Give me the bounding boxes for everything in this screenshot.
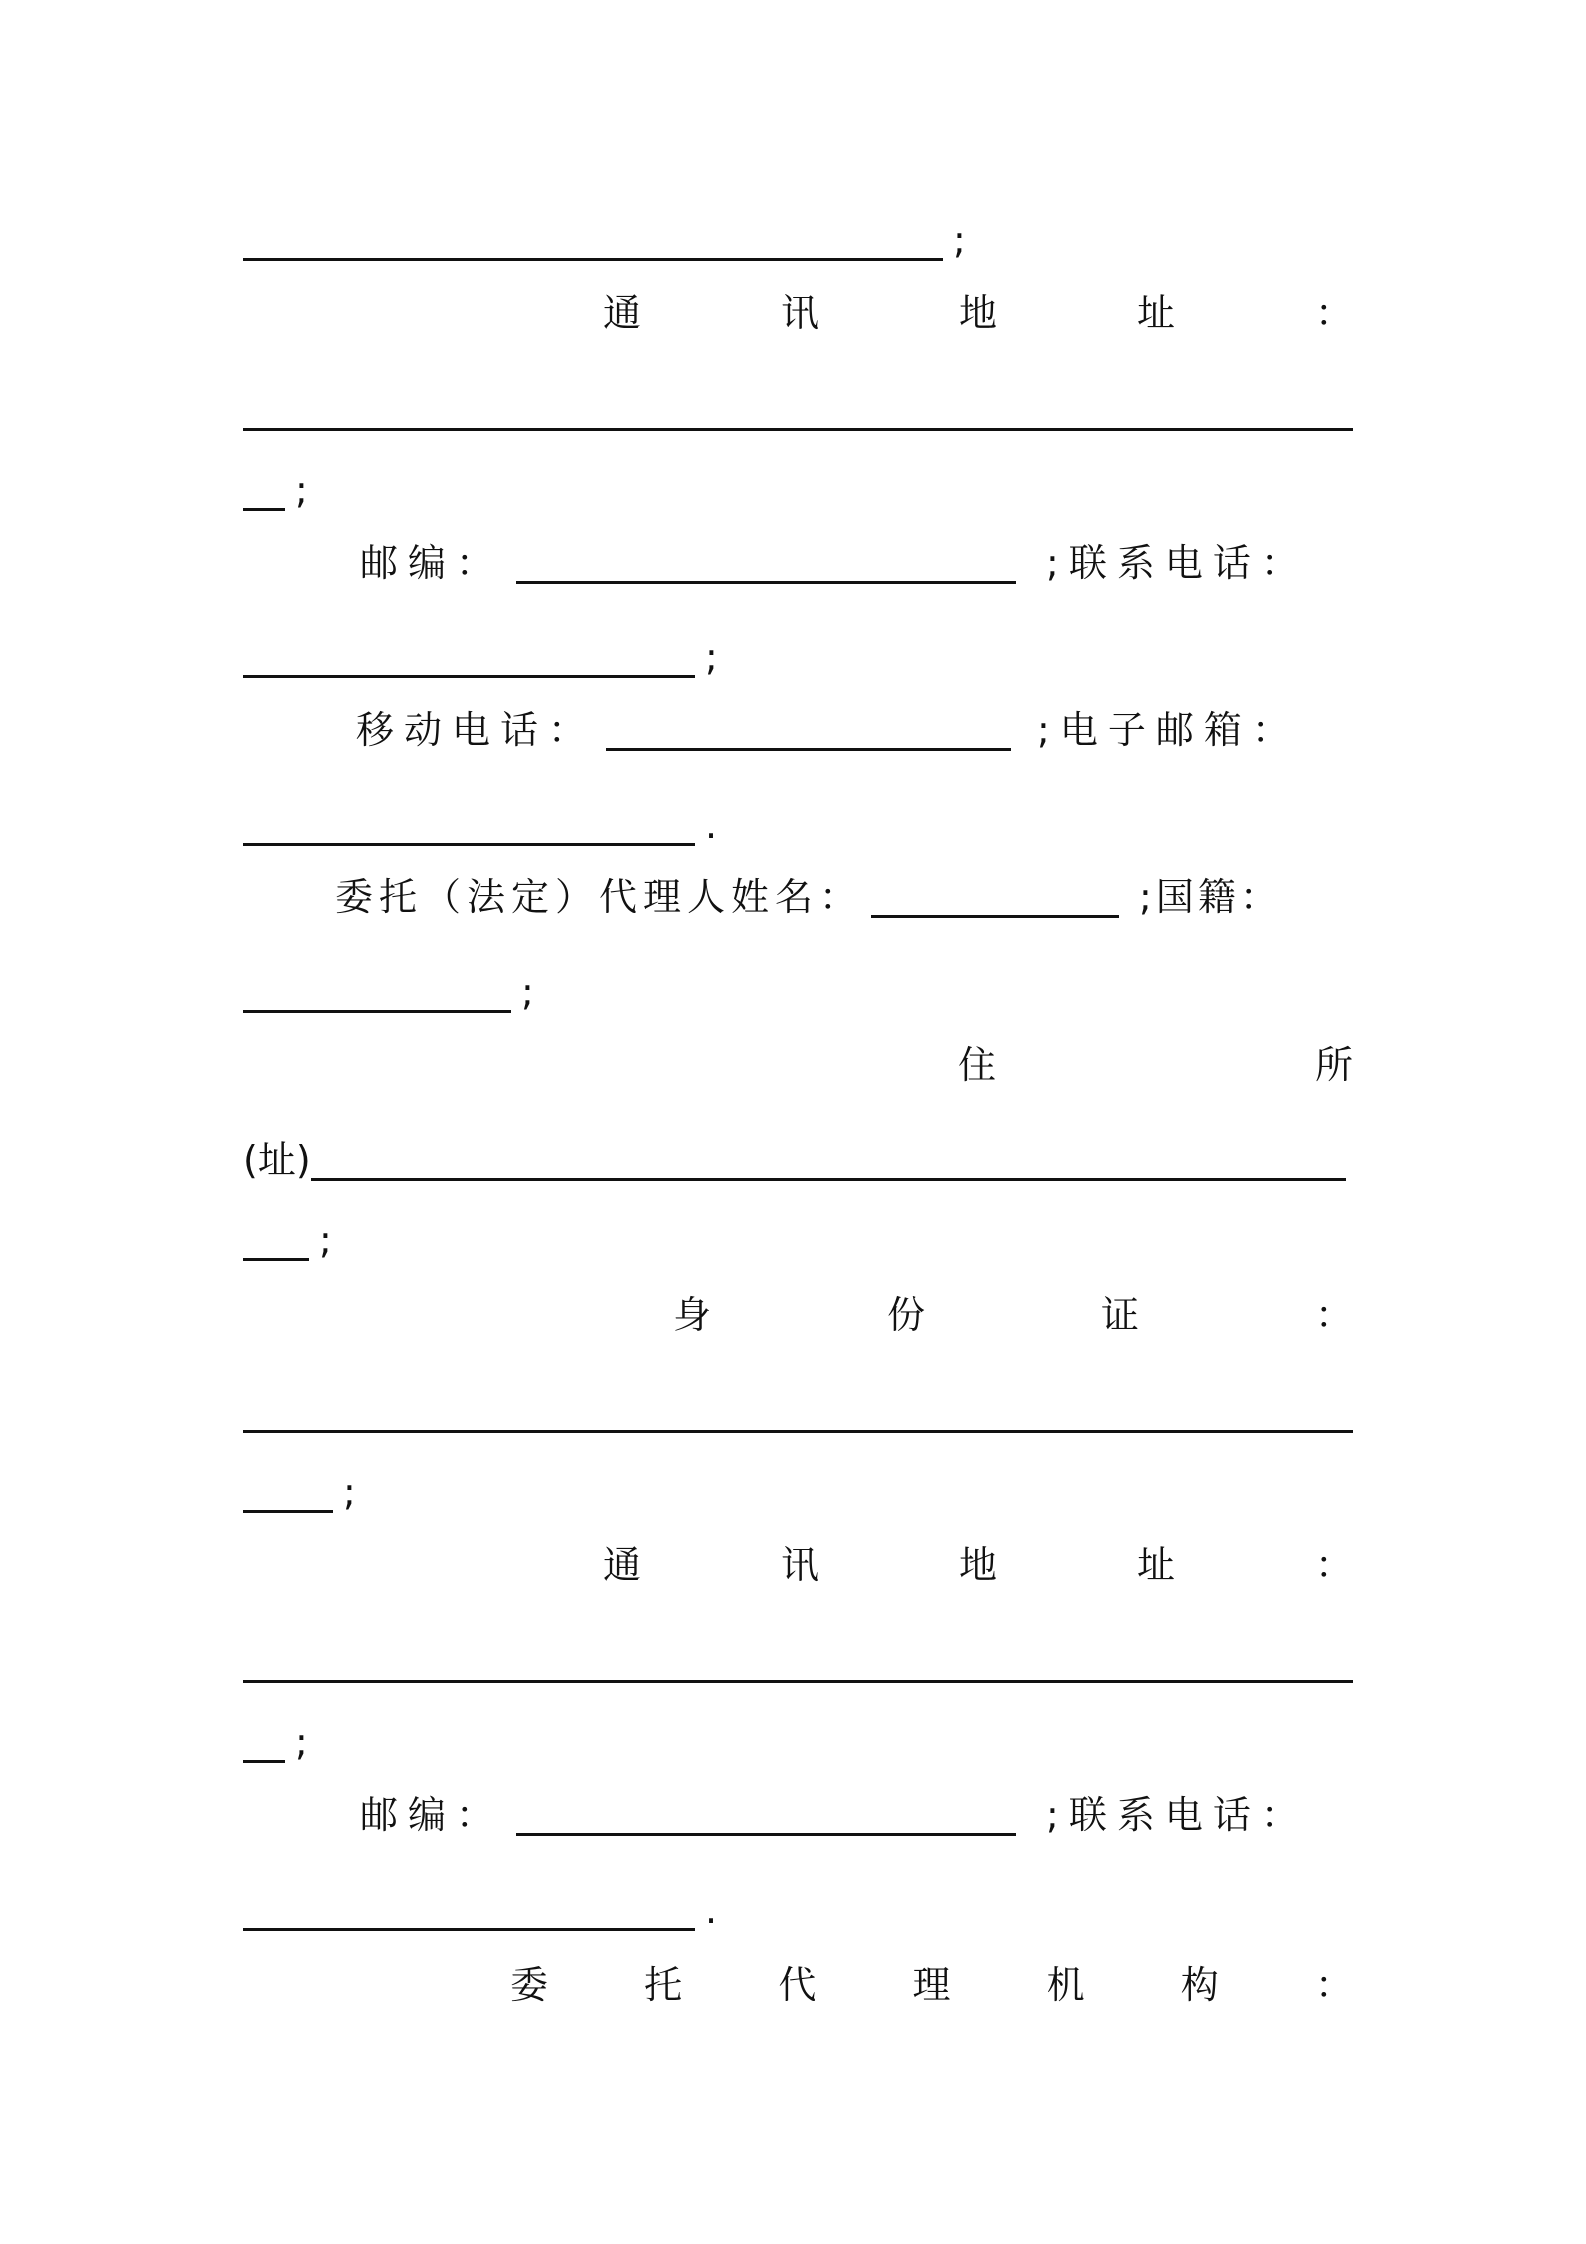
colon: ： [1314, 291, 1353, 335]
idcard-char: 身 [673, 1293, 712, 1337]
line-end-punct: . [705, 803, 718, 847]
residence-blank-tail[interactable] [243, 1218, 309, 1261]
doc-line-8 [243, 795, 1353, 855]
idcard-label-line [243, 1285, 1353, 1345]
doc-line-15 [243, 1382, 1353, 1442]
phone-blank-field[interactable] [243, 635, 695, 678]
address-label-2 [243, 1535, 1353, 1595]
zip-blank-field-2[interactable] [516, 1793, 1016, 1836]
doc-line-3 [243, 380, 1353, 440]
address-blank-tail[interactable] [243, 468, 285, 511]
residence-field-line [243, 1130, 1353, 1190]
email-label: ;电子邮箱： [1037, 708, 1300, 752]
residence-char: 所 [1314, 1043, 1353, 1087]
email-blank-field[interactable] [243, 803, 695, 846]
idcard-blank-tail[interactable] [243, 1470, 333, 1513]
zip-label: 邮编： [360, 1793, 505, 1837]
doc-line-18 [243, 1632, 1353, 1692]
line-end-punct: ; [343, 1470, 356, 1514]
agency-char: 托 [644, 1963, 683, 2007]
zip-label: 邮编： [360, 541, 505, 585]
address-char: 地 [958, 1543, 997, 1587]
line-end-punct: ; [705, 635, 718, 679]
zip-phone-line-2 [243, 1785, 1353, 1845]
address-blank-field[interactable] [243, 388, 1353, 431]
doc-line-16 [243, 1462, 1353, 1522]
idcard-blank-field[interactable] [243, 1390, 1353, 1433]
zip-phone-line-1 [243, 533, 1353, 593]
doc-line-21 [243, 1880, 1353, 1940]
address-char: 址 [1136, 1543, 1175, 1587]
mobile-email-line [243, 700, 1353, 760]
line-end-punct: ; [953, 218, 966, 262]
colon: ： [1314, 1293, 1353, 1337]
zip-blank-field[interactable] [516, 541, 1016, 584]
address-char: 讯 [780, 291, 819, 335]
residence-label-line [243, 1035, 1353, 1095]
idcard-char: 证 [1100, 1293, 1139, 1337]
line-end-punct: ; [319, 1218, 332, 1262]
mobile-label: 移动电话： [356, 708, 597, 752]
address-char: 通 [603, 291, 642, 335]
address-blank-field-2[interactable] [243, 1640, 1353, 1683]
agency-label-line [243, 1955, 1353, 2015]
agency-char: 委 [510, 1963, 549, 2007]
nationality-blank-field[interactable] [243, 970, 511, 1013]
address-blank-tail-2[interactable] [243, 1720, 285, 1763]
doc-line-4 [243, 460, 1353, 520]
agency-char: 机 [1046, 1963, 1085, 2007]
doc-line-13 [243, 1210, 1353, 1270]
mobile-blank-field[interactable] [606, 708, 1011, 751]
doc-line-19 [243, 1712, 1353, 1772]
colon: ： [1314, 1543, 1353, 1587]
doc-line-1 [243, 210, 1353, 270]
nationality-label: ;国籍： [1139, 875, 1282, 919]
address-char: 地 [958, 291, 997, 335]
address-char: 址 [1136, 291, 1175, 335]
agent-name-blank-field[interactable] [871, 875, 1119, 918]
address-label-1 [243, 283, 1353, 343]
blank-field[interactable] [243, 218, 943, 261]
residence-blank-field[interactable] [311, 1138, 1346, 1181]
phone-label: ;联系电话： [1046, 1793, 1309, 1837]
line-end-punct: ; [295, 468, 308, 512]
agency-char: 理 [912, 1963, 951, 2007]
address-char: 通 [603, 1543, 642, 1587]
address-char: 讯 [780, 1543, 819, 1587]
agent-name-label: 委托（法定）代理人姓名： [335, 875, 864, 919]
line-end-punct: ; [295, 1720, 308, 1764]
doc-line-10 [243, 962, 1353, 1022]
line-end-punct: ; [521, 970, 534, 1014]
phone-blank-field-2[interactable] [243, 1888, 695, 1931]
phone-label: ;联系电话： [1046, 541, 1309, 585]
residence-char: 住 [958, 1043, 997, 1087]
residence-prefix: (址) [243, 1138, 311, 1182]
agency-char: 代 [778, 1963, 817, 2007]
agency-char: 构 [1180, 1963, 1219, 2007]
agent-line [243, 867, 1353, 927]
colon: ： [1314, 1963, 1353, 2007]
doc-line-6 [243, 627, 1353, 687]
idcard-char: 份 [886, 1293, 925, 1337]
line-end-punct: . [705, 1888, 718, 1932]
